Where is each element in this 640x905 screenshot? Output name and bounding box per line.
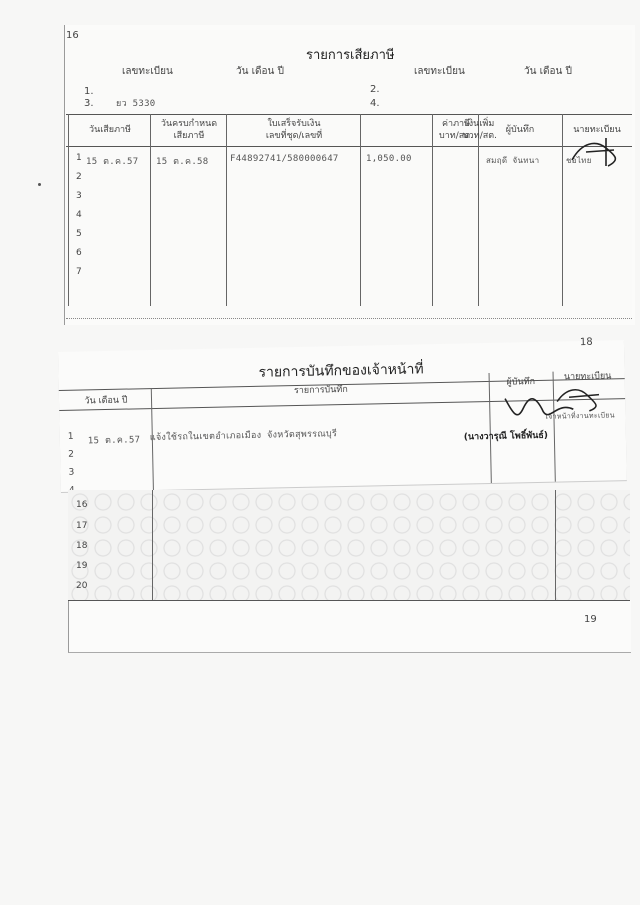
row-number: 1 (67, 431, 74, 442)
registrar-signature (553, 380, 610, 417)
bottom-table-line (68, 600, 630, 601)
paid-date-cell: 15 ต.ค.57 (86, 157, 139, 167)
officer-record-cell: แจ้งใช้รถในเขตอำเภอเมือง จังหวัดสุพรรณบุรี (149, 429, 338, 444)
col-header-paid-date: วันเสียภาษี (89, 125, 131, 135)
registrar-text: เจ้าหน้าที่งานทะเบียน (545, 411, 615, 421)
page-number-bottom: 19 (584, 614, 597, 625)
left-registration-label: เลขทะเบียน (122, 66, 173, 77)
registrar-signature (566, 130, 626, 176)
col-divider (360, 114, 361, 306)
col-header-receipt: ใบเสร็จรับเงิน เลขที่ชุด/เลขที่ (265, 119, 323, 141)
col-divider (478, 114, 479, 306)
sheet-edge-lower (68, 600, 631, 653)
left-entry-index-3: 3. (84, 98, 94, 109)
right-date-label: วัน เดือน ปี (524, 66, 572, 77)
col-header-date: วัน เดือน ปี (84, 395, 128, 407)
margin-dot (38, 183, 41, 186)
tax-section-title: รายการเสียภาษี (306, 48, 395, 63)
row-number: 2 (76, 172, 82, 182)
col-header-registrar: นายทะเบียน (573, 125, 621, 135)
left-date-label: วัน เดือน ปี (236, 66, 284, 77)
row-number: 19 (76, 561, 88, 571)
row-number: 5 (76, 229, 82, 239)
col-header-registrar: นายทะเบียน (563, 371, 612, 383)
row-number: 3 (68, 467, 75, 478)
page-number-middle: 18 (579, 336, 593, 349)
row-number: 1 (76, 153, 82, 163)
tear-line (66, 318, 632, 321)
col-header-tax: ค่าภาษี บาท/สต. (439, 119, 473, 141)
col-header-record: รายการบันทึก (293, 384, 348, 397)
col-header-due-date: วันครบกำหนด เสียภาษี (160, 119, 218, 141)
row-number: 4 (76, 210, 82, 220)
right-registration-label: เลขทะเบียน (414, 66, 465, 77)
officer-section-title: รายการบันทึกของเจ้าหน้าที่ (258, 361, 424, 381)
recorder-name: (นางวารุณี โพธิ์พันธ์) (463, 430, 549, 443)
col-divider (432, 114, 433, 306)
right-entry-index-4: 4. (370, 98, 380, 109)
col-header-recorder: ผู้บันทึก (506, 377, 536, 388)
registrar-cell: ชอไทย (566, 156, 592, 165)
row-number: 2 (68, 449, 74, 460)
officer-date-cell: 15 ต.ค.57 (87, 435, 141, 447)
col-header-surcharge: เงินเพิ่ม บาท/สต. (463, 119, 497, 141)
col-divider (562, 114, 563, 306)
col-divider (150, 114, 151, 306)
row-number: 7 (76, 267, 82, 277)
col-divider (555, 490, 556, 600)
col-divider (226, 114, 227, 306)
row-number: 18 (76, 541, 88, 551)
tax-section (66, 30, 632, 320)
row-number: 6 (76, 248, 82, 258)
col-divider (152, 490, 153, 600)
row-number: 3 (76, 191, 82, 201)
row-number: 16 (76, 500, 88, 510)
left-entry-registration-3: ยว 5330 (116, 99, 156, 109)
due-date-cell: 15 ต.ค.58 (156, 157, 209, 167)
row-number: 20 (76, 581, 88, 591)
tax-amount-cell: 1,050.00 (366, 154, 412, 164)
col-header-recorder: ผู้บันทึก (505, 125, 535, 135)
col-divider (68, 114, 69, 306)
recorder-cell: สมฤดี จันทนา (486, 156, 540, 165)
officer-section (58, 336, 627, 492)
right-entry-index-2: 2. (370, 84, 380, 95)
page-number-top: 16 (66, 30, 79, 41)
row-number: 17 (76, 521, 88, 531)
left-entry-index-1: 1. (84, 86, 94, 97)
receipt-cell: F44892741/580000647 (230, 154, 339, 164)
